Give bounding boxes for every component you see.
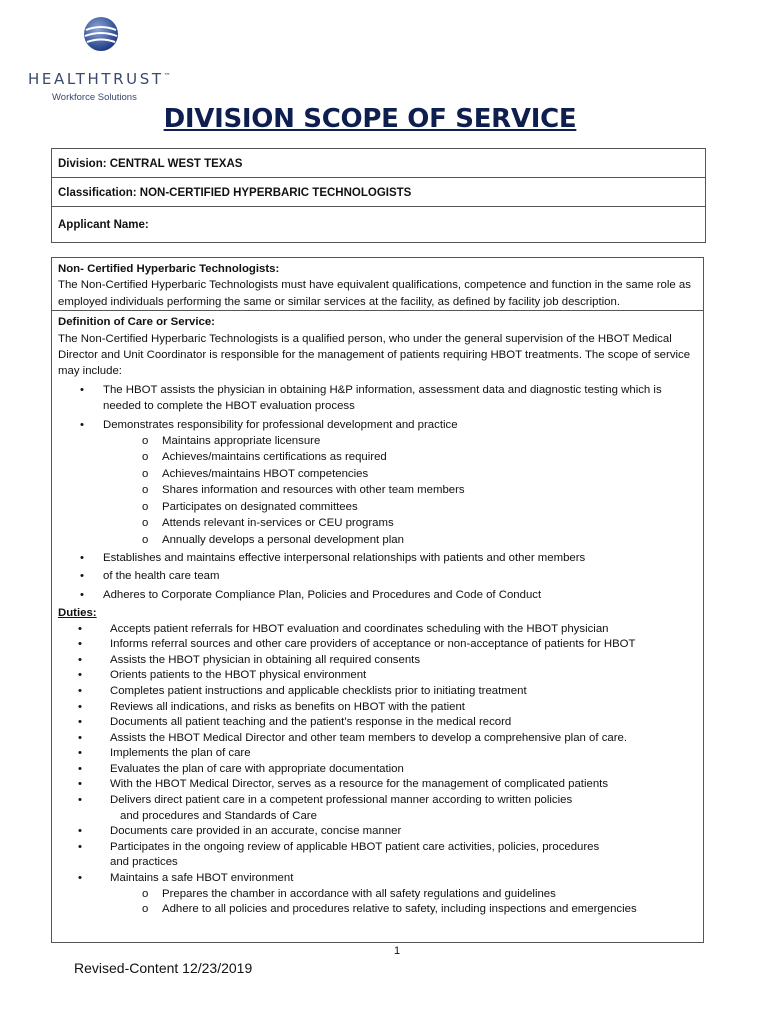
classification-row: Classification: NON-CERTIFIED HYPERBARIC TECHNOLOGISTS [52,178,705,207]
sub-list-item: o Achieves/maintains certifications as required [58,449,697,465]
sub-list-item: o Prepares the chamber in accordance with all safety regulations and guidelines [58,887,697,903]
duty-item: • Participates in the ongoing review of applicable HBOT patient care activities, policies, procedures and practices [58,840,697,871]
info-table [51,148,706,243]
page-title: DIVISION SCOPE OF SERVICE [163,104,577,134]
logo-subtitle: Workforce Solutions [52,92,137,103]
duty-item: • Evaluates the plan of care with appropriate documentation [58,762,697,778]
duty-item: • With the HBOT Medical Director, serves as a resource for the management of complicated patients [58,777,697,793]
duty-continuation: and practices [110,856,178,869]
duty-item: • Delivers direct patient care in a competent professional manner according to written policies and procedures and Standards of Care [58,793,697,824]
division-row: Division: CENTRAL WEST TEXAS [52,149,705,178]
duty-item: • Informs referral sources and other care providers of acceptance or non-acceptance of patients for HBOT [58,637,697,653]
sub-list-item: o Annually develops a personal development plan [58,532,697,548]
revision-footer: Revised-Content 12/23/2019 [74,960,253,976]
page-number: 1 [394,945,401,957]
duty-item: • Assists the HBOT physician in obtaining all required consents [58,653,697,669]
duty-continuation: and procedures and Standards of Care [120,809,317,822]
list-item: • Demonstrates responsibility for professional development and practice o Maintains appropriate licensure o Achieves/maintains certifications as required o Achieves/maintains HBOT competencies o Shares information and resources with other team members o Participates on designated committees o Attends relevant in-services or CEU programs o Annually develops a personal development plan [58,417,697,548]
scope-table [51,257,704,943]
section-heading: Non- Certified Hyperbaric Technologists: [58,263,280,275]
definition-section [52,310,703,918]
duty-item: • Accepts patient referrals for HBOT evaluation and coordinates scheduling with the HBOT physician [58,622,697,638]
sub-list-item: o Adhere to all policies and procedures relative to safety, including inspections and emergencies [58,902,697,918]
duty-item: • Documents care provided in an accurate, concise manner [58,824,697,840]
duty-item: • Assists the HBOT Medical Director and other team members to develop a comprehensive plan of care. [58,731,697,747]
sub-list [58,433,697,548]
logo-wordmark: HEALTHTRUST™ [28,70,174,88]
list-item: • The HBOT assists the physician in obtaining H&P information, assessment data and diagnostic testing which is needed to complete the HBOT evaluation process [58,382,697,415]
list-item: • of the health care team [58,568,697,584]
section-body: The Non-Certified Hyperbaric Technologists must have equivalent qualifications, competence and function in the same role as employed individuals performing the same or similar services at the facility, as defined by facility job description. [58,279,691,308]
duty-item: • Maintains a safe HBOT environment o Prepares the chamber in accordance with all safety regulations and guidelines o Adhere to all policies and procedures relative to safety, including inspections and emergencies [58,871,697,918]
duty-item: • Orients patients to the HBOT physical environment [58,668,697,684]
sub-list-item: o Shares information and resources with other team members [58,482,697,498]
section-body: The Non-Certified Hyperbaric Technologists is a qualified person, who under the general supervision of the HBOT Medical Director and Unit Coordinator is responsible for the management of patients requiring HBOT treatments. The scope of service may include: [58,332,691,378]
duties-heading: Duties: [58,607,97,620]
duty-item: • Implements the plan of care [58,746,697,762]
duty-item: • Reviews all indications, and risks as benefits on HBOT with the patient [58,700,697,716]
duty-item: • Documents all patient teaching and the patient’s response in the medical record [58,715,697,731]
sub-list [58,887,697,918]
sub-list-item: o Maintains appropriate licensure [58,433,697,449]
healthtrust-logo [28,14,178,103]
duties-list [58,622,697,918]
scope-list [58,382,697,603]
sub-list-item: o Attends relevant in-services or CEU programs [58,515,697,531]
duty-item: • Completes patient instructions and applicable checklists prior to initiating treatment [58,684,697,700]
sub-list-item: o Achieves/maintains HBOT competencies [58,466,697,482]
section-heading: Definition of Care or Service: [58,316,215,329]
sub-list-item: o Participates on designated committees [58,499,697,515]
technologists-section [52,258,703,310]
applicant-name-row: Applicant Name: [58,219,149,231]
globe-icon [82,14,120,54]
list-item: • Adheres to Corporate Compliance Plan, Policies and Procedures and Code of Conduct [58,587,697,603]
list-item: • Establishes and maintains effective interpersonal relationships with patients and other members [58,550,697,566]
